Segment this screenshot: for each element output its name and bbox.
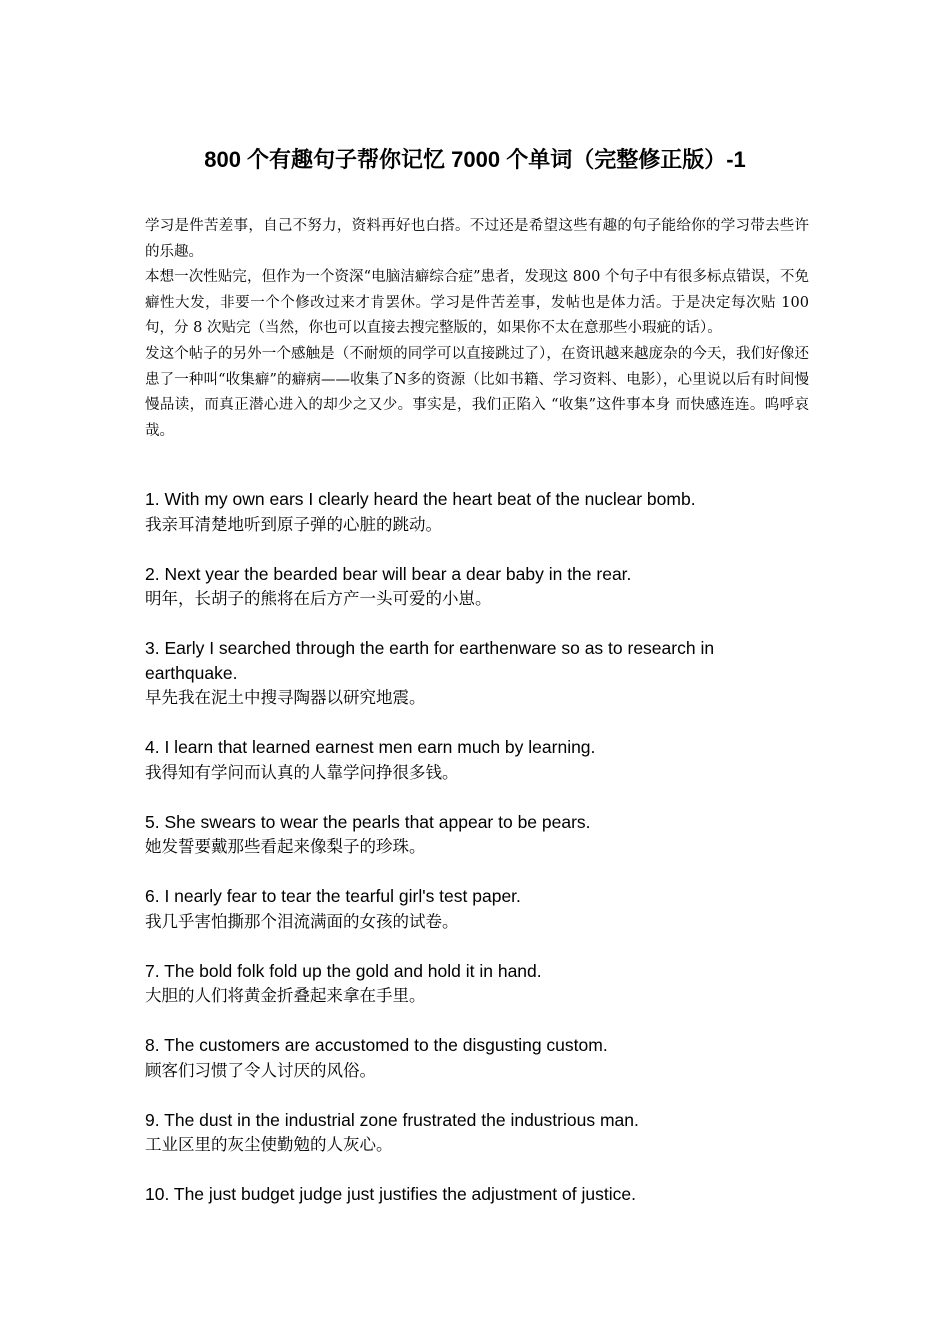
intro-paragraph: 学习是件苦差事，自己不努力，资料再好也白搭。不过还是希望这些有趣的句子能给你的学习带去些许的乐趣。: [145, 218, 809, 260]
sentence-item: [145, 884, 809, 934]
sentence-chinese: 顾客们习惯了令人讨厌的风俗。: [145, 1060, 376, 1080]
sentence-chinese: 明年，长胡子的熊将在后方产一头可爱的小崽。: [145, 589, 492, 608]
sentence-english: 1. With my own ears I clearly heard the heart beat of the nuclear bomb.: [145, 489, 696, 509]
sentence-english: 8. The customers are accustomed to the disgusting custom.: [145, 1035, 608, 1055]
sentence-list: [145, 487, 809, 1232]
sentence-chinese: 工业区里的灰尘使勤勉的人灰心。: [145, 1135, 393, 1154]
sentence-english: 4. I learn that learned earnest men earn much by learning.: [145, 737, 596, 757]
sentence-chinese: 早先我在泥土中搜寻陶器以研究地震。: [145, 688, 426, 707]
intro-paragraph: 本想一次性贴完，但作为一个资深“电脑洁癖综合症”患者，发现这 800 个句子中有很多标点错误，不免癖性大发，非要一个个修改过来才肯罢休。学习是件苦差事，发帖也是体力活。于是决定每次贴 100 句，分 8 次贴完（当然，你也可以直接去搜完整版的，如果你不太在意那些小瑕疵的话）。: [145, 269, 809, 337]
sentence-english: 5. She swears to wear the pearls that appear to be pears.: [145, 811, 591, 832]
intro-section: [145, 214, 809, 444]
sentence-item: [145, 959, 809, 1009]
sentence-english: 6. I nearly fear to tear the tearful girl's test paper.: [145, 886, 521, 906]
sentence-chinese: 大胆的人们将黄金折叠起来拿在手里。: [145, 986, 426, 1005]
sentence-item: [145, 562, 809, 612]
document-title: 800 个有趣句子帮你记忆 7000 个单词（完整修正版）-1: [204, 147, 746, 172]
sentence-chinese: 她发誓要戴那些看起来像梨子的珍珠。: [145, 837, 426, 856]
sentence-item: [145, 735, 809, 785]
sentence-english: 10. The just budget judge just justifies the adjustment of justice.: [145, 1184, 636, 1204]
sentence-item: [145, 1108, 809, 1158]
sentence-english: 2. Next year the bearded bear will bear a dear baby in the rear.: [145, 563, 632, 584]
sentence-item: [145, 487, 809, 537]
sentence-english: 3. Early I searched through the earth for earthenware so as to research in earthquake.: [145, 638, 715, 683]
sentence-item: [145, 636, 809, 710]
sentence-chinese: 我几乎害怕撕那个泪流满面的女孩的试卷。: [145, 911, 459, 931]
intro-paragraph: 发这个帖子的另外一个感触是（不耐烦的同学可以直接跳过了），在资讯越来越庞杂的今天，我们好像还患了一种叫“收集癖”的癖病——收集了N多的资源（比如书籍、学习资料、电影），心里说以后有时间慢慢品读，而真正潜心进入的却少之又少。事实是，我们正陷入 “收集”这件事本身 而快感连连。呜呼哀哉。: [145, 345, 809, 439]
sentence-item: [145, 810, 809, 860]
sentence-english: 7. The bold folk fold up the gold and hold it in hand.: [145, 960, 542, 981]
sentence-english: 9. The dust in the industrial zone frustrated the industrious man.: [145, 1109, 639, 1130]
sentence-item: [145, 1182, 809, 1207]
sentence-chinese: 我得知有学问而认真的人靠学问挣很多钱。: [145, 762, 459, 782]
sentence-item: [145, 1033, 809, 1083]
sentence-chinese: 我亲耳清楚地听到原子弹的心脏的跳动。: [145, 514, 442, 534]
